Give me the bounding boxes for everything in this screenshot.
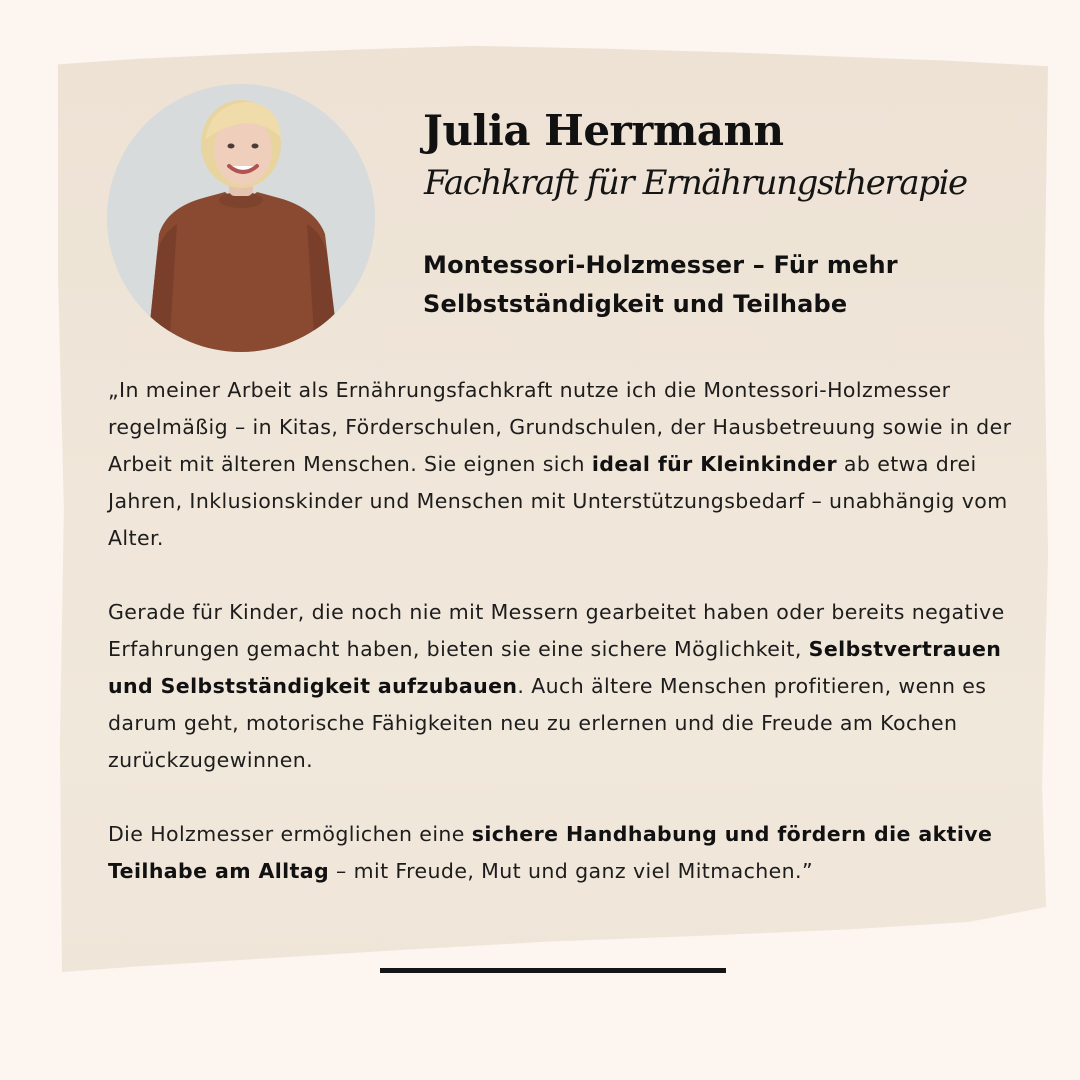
testimonial-quote [108, 372, 1043, 927]
headline-line-1: Montessori-Holzmesser – Für mehr [423, 251, 898, 279]
quote-p1-text-b: ab etwa drei Jahren, Inklusionskinder und Menschen mit Unterstützungsbedarf – unabhängig vom Alter. [108, 452, 1008, 550]
quote-p1-highlight: ideal für Kleinkinder [591, 452, 838, 476]
person-name: Julia Herrmann [423, 106, 784, 155]
divider-line [380, 968, 726, 973]
quote-p2-text-b: . Auch ältere Menschen profitieren, wenn es darum geht, motorische Fähigkeiten neu zu erlernen und die Freude am Kochen zurückzugewinnen. [108, 674, 987, 772]
quote-p2-text-a: Gerade für Kinder, die noch nie mit Messern gearbeitet haben oder bereits negative Erfahrungen gemacht haben, bieten sie eine sichere Möglichkeit, [108, 600, 1005, 661]
headline [423, 246, 983, 324]
quote-paragraph-1 [108, 372, 1043, 557]
avatar [107, 84, 375, 352]
headline-line-2: Selbstständigkeit und Teilhabe [423, 290, 848, 318]
portrait-photo [107, 84, 375, 352]
quote-p3-text-a: Die Holzmesser ermöglichen eine [108, 822, 472, 846]
quote-p2-highlight: Selbstvertrauen und Selbstständigkeit aufzubauen [108, 637, 1002, 698]
quote-p3-text-b: – mit Freude, Mut und ganz viel Mitmachen.” [329, 859, 813, 883]
person-role: Fachkraft für Ernährungstherapie [424, 163, 967, 203]
quote-paragraph-3 [108, 816, 1043, 890]
quote-p1-text-a: „In meiner Arbeit als Ernährungsfachkraft nutze ich die Montessori-Holzmesser regelmäßig – in Kitas, Förderschulen, Grundschulen, der Hausbetreuung sowie in der Arbeit mit älteren Menschen. Sie eignen sich [108, 378, 1012, 476]
quote-p3-highlight: sichere Handhabung und fördern die aktive Teilhabe am Alltag [108, 822, 993, 883]
quote-paragraph-2 [108, 594, 1043, 779]
